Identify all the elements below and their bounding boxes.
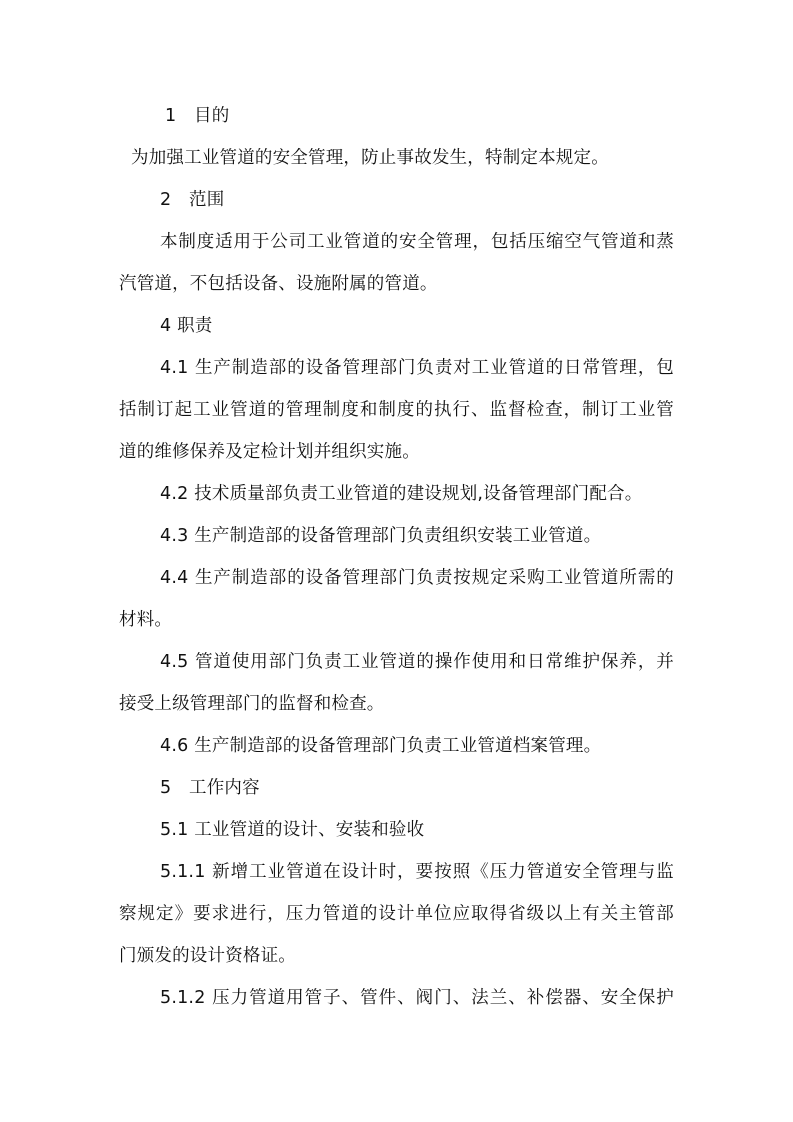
section-heading-scope: 2 范围 [160, 190, 225, 210]
paragraph-line: 括制订起工业管道的管理制度和制度的执行、监督检查，制订工业管 [119, 400, 674, 420]
paragraph-line: 为加强工业管道的安全管理，防止事故发生，特制定本规定。 [131, 148, 609, 168]
paragraph-line: 4.4 生产制造部的设备管理部门负责按规定采购工业管道所需的 [160, 568, 674, 588]
paragraph-line: 4.1 生产制造部的设备管理部门负责对工业管道的日常管理，包 [160, 358, 674, 378]
section-heading-work-content: 5 工作内容 [160, 778, 260, 798]
paragraph-line: 4.2 技术质量部负责工业管道的建设规划,设备管理部门配合。 [160, 484, 643, 504]
paragraph-line: 5.1.2 压力管道用管子、管件、阀门、法兰、补偿器、安全保护 [160, 988, 674, 1008]
paragraph-line: 道的维修保养及定检计划并组织实施。 [119, 442, 420, 462]
paragraph-line: 接受上级管理部门的监督和检查。 [119, 694, 385, 714]
paragraph-line: 汽管道，不包括设备、设施附属的管道。 [119, 274, 438, 294]
section-heading-purpose: 1 目的 [165, 106, 230, 126]
paragraph-line: 门颁发的设计资格证。 [119, 946, 296, 966]
paragraph-line: 察规定》要求进行，压力管道的设计单位应取得省级以上有关主管部 [119, 904, 674, 924]
subsection-heading: 5.1 工业管道的设计、安装和验收 [160, 820, 425, 840]
paragraph-line: 4.3 生产制造部的设备管理部门负责组织安装工业管道。 [160, 526, 602, 546]
paragraph-line: 材料。 [119, 610, 173, 630]
paragraph-line: 4.5 管道使用部门负责工业管道的操作使用和日常维护保养，并 [160, 652, 674, 672]
paragraph-line: 5.1.1 新增工业管道在设计时，要按照《压力管道安全管理与监 [160, 862, 674, 882]
paragraph-line: 本制度适用于公司工业管道的安全管理，包括压缩空气管道和蒸 [160, 232, 674, 252]
section-heading-responsibilities: 4 职责 [160, 316, 213, 336]
paragraph-line: 4.6 生产制造部的设备管理部门负责工业管道档案管理。 [160, 736, 602, 756]
